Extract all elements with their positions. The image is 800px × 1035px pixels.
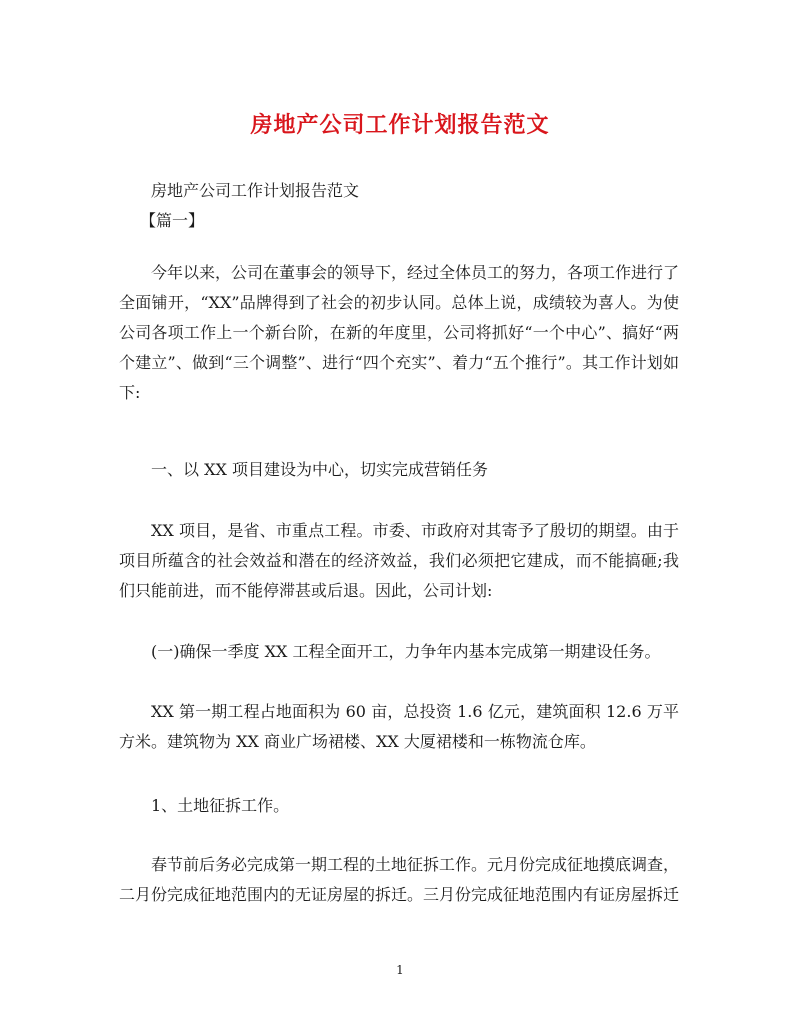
paragraph-phase-one: XX 第一期工程占地面积为 60 亩，总投资 1.6 亿元，建筑面积 12.6 万平方米。建筑物为 XX 商业广场裙楼、XX 大厦裙楼和一栋物流仓库。	[119, 702, 679, 751]
section-label: 【篇一】	[140, 211, 205, 230]
paragraph-land-acquisition: 春节前后务必完成第一期工程的土地征拆工作。元月份完成征地摸底调查，二月份完成征地范围内的无证房屋的拆迁。三月份完成征地范围内有证房屋拆迁	[119, 855, 680, 904]
heading-section-1: 一、以 XX 项目建设为中心，切实完成营销任务	[151, 460, 488, 479]
heading-land-acquisition: 1、土地征拆工作。	[151, 796, 290, 815]
heading-subsection-1: (一)确保一季度 XX 工程全面开工，力争年内基本完成第一期建设任务。	[151, 642, 661, 661]
paragraph-project: XX 项目，是省、市重点工程。市委、市政府对其寄予了殷切的期望。由于项目所蕴含的社会效益和潜在的经济效益，我们必须把它建成，而不能搞砸;我们只能前进，而不能停滞甚或后退。因此，公司计划:	[119, 521, 679, 600]
subtitle: 房地产公司工作计划报告范文	[151, 181, 360, 200]
page-number: 1	[396, 963, 404, 977]
paragraph-intro: 今年以来，公司在董事会的领导下，经过全体员工的努力，各项工作进行了全面铺开，“XX”品牌得到了社会的初步认同。总体上说，成绩较为喜人。为使公司各项工作上一个新台阶，在新的年度里，公司将抓好“一个中心”、搞好“两个建立”、做到“三个调整”、进行“四个充实”、着力“五个推行”。其工作计划如下:	[119, 263, 680, 402]
document-title: 房地产公司工作计划报告范文	[250, 112, 550, 138]
